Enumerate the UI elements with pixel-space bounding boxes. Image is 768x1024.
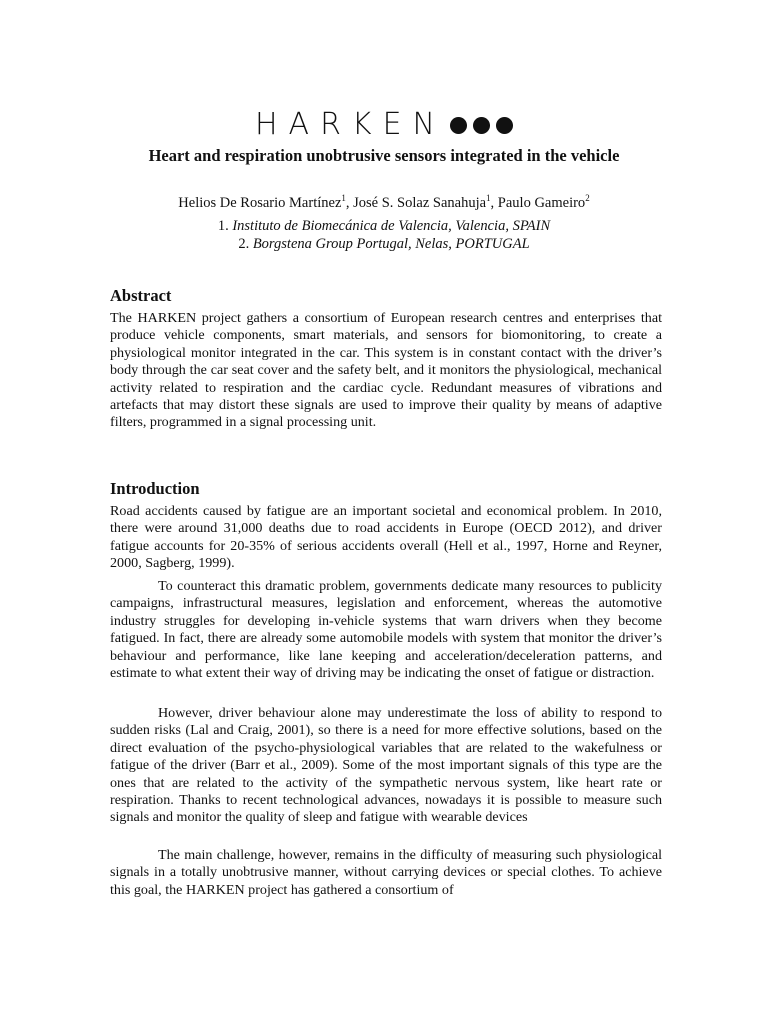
logo-dot [450,117,467,134]
author-list: Helios De Rosario Martínez$^1$, José S. Solaz Sanahuja$^1$, Paulo Gameiro$^2$ [178,193,590,211]
logo-dot [496,117,513,134]
intro-paragraph: The main challenge, however, remains in the difficulty of measuring such physiological signals in a totally unobtrusive manner, without carrying devices or special clothes. To achieve this goal, the HARKEN project has gathered a consortium of [110,847,662,898]
affiliation: 2. Borgstena Group Portugal, Nelas, PORTUGAL [238,236,530,252]
author-name: Paulo Gameiro [497,194,586,211]
abstract-text: The HARKEN project gathers a consortium of European research centres and enterprises that produce vehicle components, smart materials, and sensors for biomonitoring, to create a physiological monitor integrated in the car. This system is in constant contact with the driver’s body through the car seat cover and the safety belt, and it monitors the physiological, mechanical activity related to respiration and the cardiac cycle. Redundant measures of vibrations and artefacts that may distort these signals are used to improve their quality by means of adaptive filters, programmed in a signal processing unit. [110,310,662,431]
introduction-heading: Introduction [110,479,200,498]
author-name: Helios De Rosario Martínez [178,194,342,211]
author-affil-mark: 1 [341,193,346,203]
abstract-heading: Abstract [110,286,172,305]
logo-dots [450,117,513,134]
intro-paragraph: To counteract this dramatic problem, governments dedicate many resources to publicity campaigns, infrastructural measures, legislation and enforcement, whereas the automotive industry struggles for developing in-vehicle systems that warn drivers when they become fatigued. In fact, there are already some automobile models with system that monitor the driver’s behaviour and performance, like lane keeping and acceleration/deceleration patterns, and estimate to what extent their way of driving may be indicating the onset of fatigue or distraction. [110,578,662,682]
intro-paragraph: Road accidents caused by fatigue are an important societal and economical problem. In 2010, there were around 31,000 deaths due to road accidents in Europe (OECD 2012), and driver fatigue accounts for 20-35% of serious accidents overall (Hell et al., 1997, Horne and Reyner, 2000, Sagberg, 1999). [110,503,662,572]
affiliation: 1. Instituto de Biomecánica de Valencia, Valencia, SPAIN [217,218,551,234]
intro-paragraph: However, driver behaviour alone may underestimate the loss of ability to respond to sudden risks (Lal and Craig, 2001), so there is a need for more effective solutions, based on the direct evaluation of the psycho-physiological variables that are related to the wakefulness or fatigue of the driver (Barr et al., 2009). Some of the most important signals of this type are the ones that are related to the activity of the sympathetic nervous system, like heart rate or respiration. Thanks to recent technological advances, nowadays it is possible to measure such signals and monitor the quality of sleep and fatigue with wearable devices [110,705,662,826]
paper-title: Heart and respiration unobtrusive sensors integrated in the vehicle [148,146,620,165]
author-affil-mark: 1 [486,193,491,203]
logo-dot [473,117,490,134]
author-name: José S. Solaz Sanahuja [353,194,487,211]
author-affil-mark: 2 [585,193,590,203]
harken-logo [0,107,768,142]
logo-wordmark: HARKEN [255,107,446,142]
